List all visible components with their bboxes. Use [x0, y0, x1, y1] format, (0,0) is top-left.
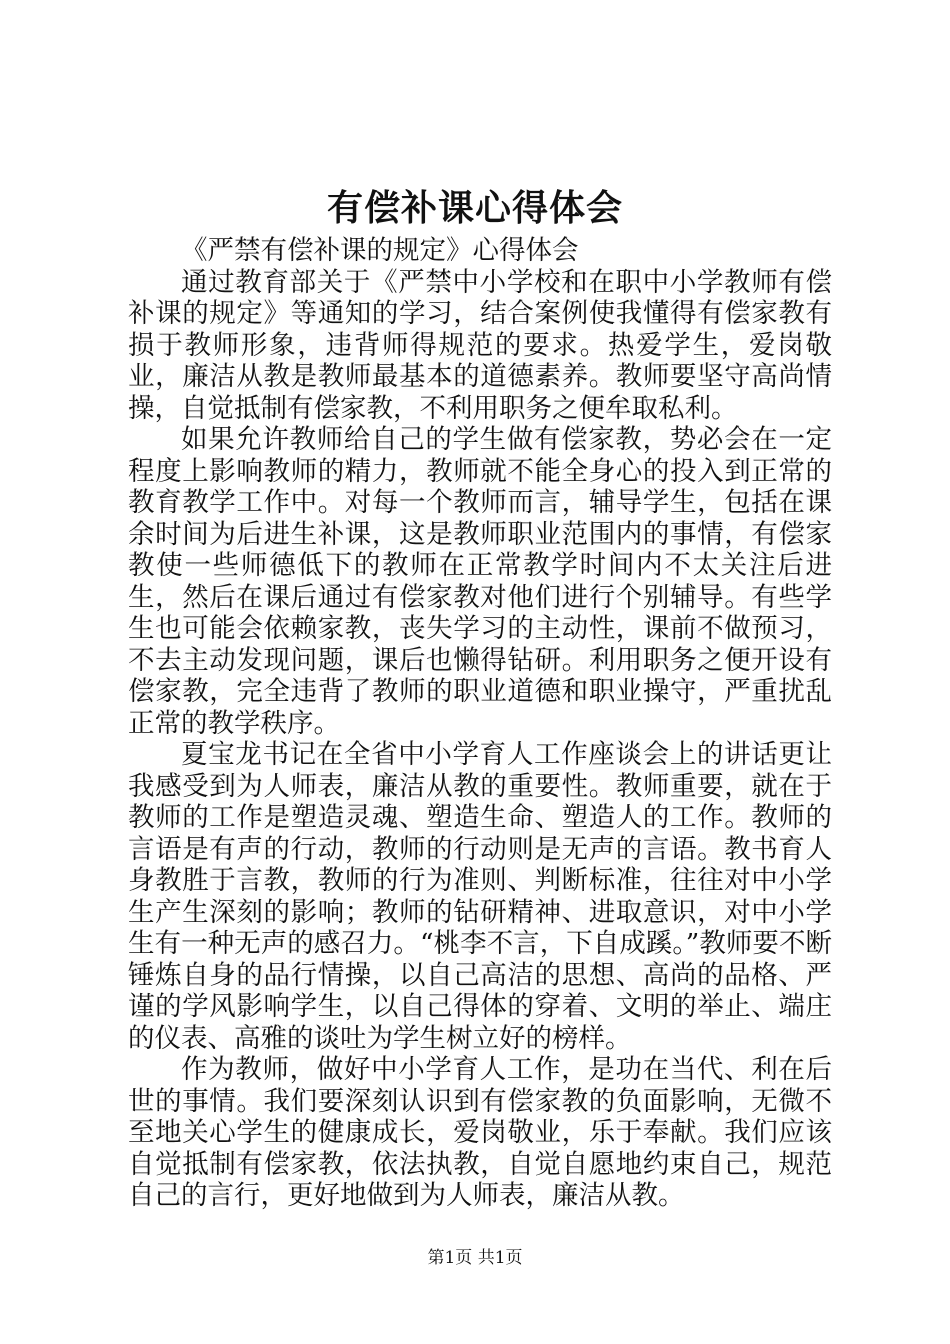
document-title: 有偿补课心得体会	[326, 187, 623, 229]
page-footer: 第1页 共1页	[427, 1248, 523, 1268]
body-paragraph-1: 通过教育部关于《严禁中小学校和在职中小学教师有偿补课的规定》等通知的学习，结合案例使我懂得有偿家教有损于教师形象，违背师得规范的要求。热爱学生，爱岗敬业，廉洁从教是教师最基本的道德素养。教师要坚守高尚情操，自觉抵制有偿家教，不利用职务之便牟取私利。	[128, 266, 832, 424]
body-paragraph-2: 如果允许教师给自己的学生做有偿家教，势必会在一定程度上影响教师的精力，教师就不能全身心的投入到正常的教育教学工作中。对每一个教师而言，辅导学生，包括在课余时间为后进生补课，这是教师职业范围内的事情，有偿家教使一些师德低下的教师在正常教学时间内不太关注后进生，然后在课后通过有偿家教对他们进行个别辅导。有些学生也可能会依赖家教，丧失学习的主动性，课前不做预习，不去主动发现问题，课后也懒得钻研。利用职务之便开设有偿家教，完全违背了教师的职业道德和职业操守，严重扰乱正常的教学秩序。	[128, 424, 832, 739]
body-paragraph-4: 作为教师，做好中小学育人工作，是功在当代、利在后世的事情。我们要深刻认识到有偿家教的负面影响，无微不至地关心学生的健康成长，爱岗敬业，乐于奉献。我们应该自觉抵制有偿家教，依法执教，自觉自愿地约束自己，规范自己的言行，更好地做到为人师表，廉洁从教。	[128, 1054, 832, 1211]
document-body	[128, 235, 832, 1212]
document-subtitle: 《严禁有偿补课的规定》心得体会	[181, 235, 579, 266]
body-paragraph-3: 夏宝龙书记在全省中小学育人工作座谈会上的讲话更让我感受到为人师表，廉洁从教的重要性。教师重要，就在于教师的工作是塑造灵魂、塑造生命、塑造人的工作。教师的言语是有声的行动，教师的行动则是无声的言语。教书育人身教胜于言教，教师的行为准则、判断标准，往往对中小学生产生深刻的影响；教师的钻研精神、进取意识，对中小学生有一种无声的感召力。“桃李不言，下自成蹊。”教师要不断锤炼自身的品行情操，以自己高洁的思想、高尚的品格、严谨的学风影响学生，以自己得体的穿着、文明的举止、端庄的仪表、高雅的谈吐为学生树立好的榜样。	[128, 739, 832, 1054]
